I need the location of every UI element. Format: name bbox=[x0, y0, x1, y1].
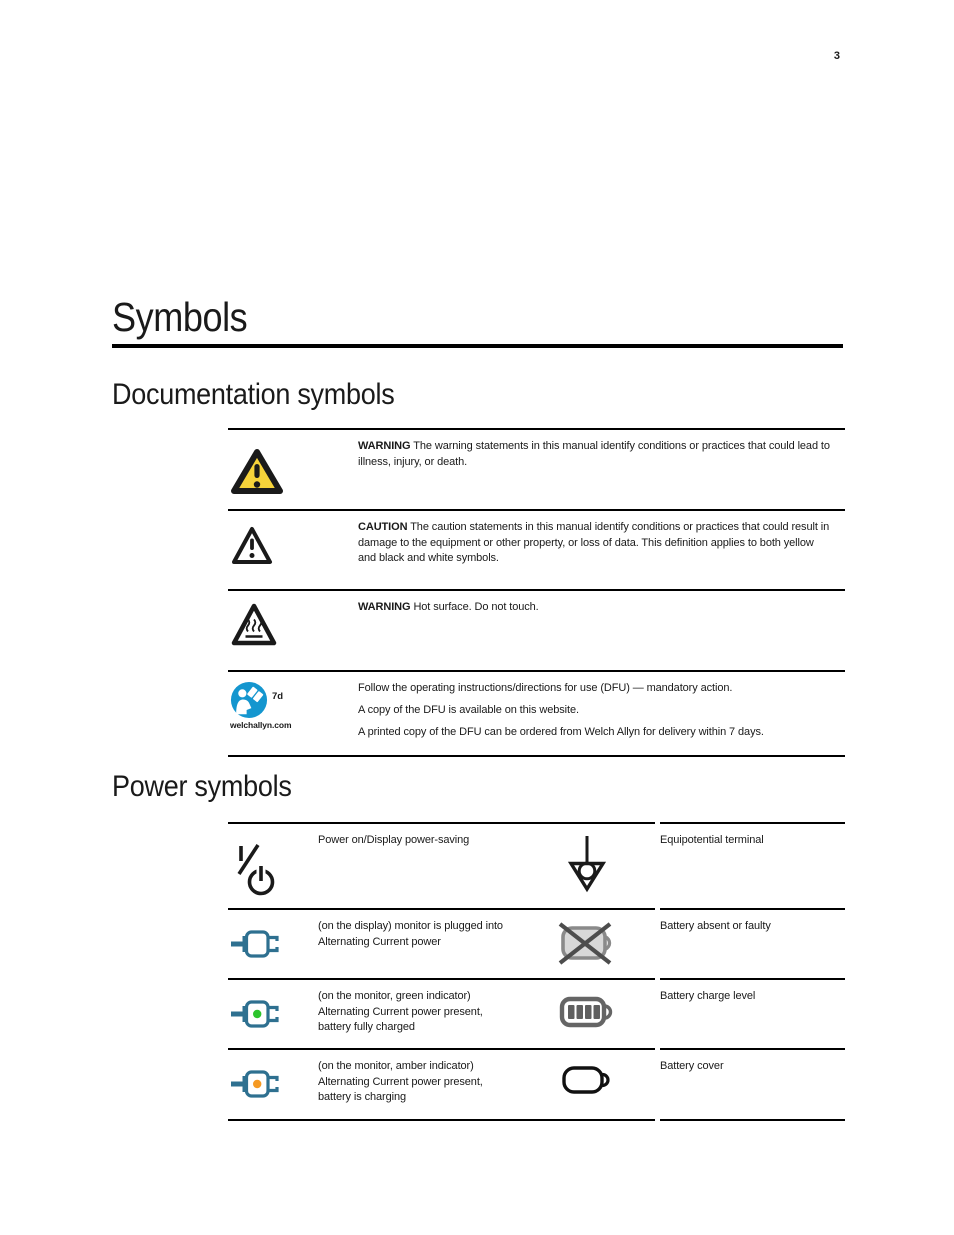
icon-cell bbox=[228, 824, 318, 908]
battery-absent-icon bbox=[555, 919, 619, 967]
symbol-description: (on the display) monitor is plugged into Alternating Current power bbox=[318, 920, 503, 948]
ac-plug-icon bbox=[230, 925, 284, 963]
symbol-description: (on the monitor, amber indicator) Alternating Current power present, battery is charging bbox=[318, 1060, 483, 1103]
dfu-badge: 7d bbox=[272, 691, 284, 702]
icon-cell bbox=[228, 980, 318, 1048]
symbol-description: Battery absent or faulty bbox=[660, 908, 845, 978]
icon-cell bbox=[228, 511, 358, 589]
row-left-group bbox=[228, 822, 655, 908]
icon-cell bbox=[228, 672, 358, 755]
caution-label: CAUTION bbox=[358, 521, 408, 533]
warning-label: WARNING bbox=[358, 440, 411, 452]
table-row bbox=[228, 908, 845, 978]
follow-dfu-icon bbox=[230, 681, 268, 719]
power-on-icon bbox=[230, 840, 282, 898]
page-number: 3 bbox=[833, 50, 840, 62]
battery-cover-icon bbox=[561, 1062, 613, 1098]
symbol-description: Power on/Display power-saving bbox=[318, 834, 470, 846]
equipotential-terminal-icon bbox=[565, 834, 609, 896]
ac-plug-green-indicator-icon bbox=[230, 995, 284, 1033]
dfu-line: Follow the operating instructions/directions for use (DFU) — mandatory action. bbox=[358, 682, 733, 694]
table-row bbox=[228, 822, 845, 908]
row-left-group bbox=[228, 978, 655, 1048]
caution-triangle-icon bbox=[230, 525, 274, 567]
icon-cell bbox=[228, 910, 318, 978]
table-row bbox=[228, 1048, 845, 1121]
title-rule bbox=[112, 344, 843, 348]
table-row bbox=[228, 589, 845, 670]
page-title: Symbols bbox=[112, 294, 248, 340]
dfu-caption: welchallyn.com bbox=[230, 720, 292, 730]
symbol-description bbox=[358, 672, 832, 755]
warning-triangle-yellow-icon bbox=[230, 447, 284, 495]
table-row bbox=[228, 509, 845, 589]
row-left-group bbox=[228, 908, 655, 978]
documentation-symbols-heading: Documentation symbols bbox=[112, 378, 395, 411]
symbol-description: (on the monitor, green indicator) Alternating Current power present, battery fully charged bbox=[318, 990, 483, 1033]
icon-cell bbox=[228, 1050, 318, 1119]
symbol-description bbox=[358, 430, 832, 509]
green-indicator-dot bbox=[253, 1010, 261, 1018]
warning-text: The warning statements in this manual identify conditions or practices that could lead to illness, injury, or death. bbox=[358, 440, 830, 468]
icon-cell bbox=[518, 980, 655, 1048]
ac-plug-amber-indicator-icon bbox=[230, 1065, 284, 1103]
dfu-icon-group bbox=[230, 672, 358, 719]
row-left-group bbox=[228, 1048, 655, 1121]
icon-cell bbox=[228, 591, 358, 670]
symbol-description bbox=[358, 511, 832, 589]
power-symbols-table bbox=[228, 822, 845, 1121]
table-row bbox=[228, 670, 845, 755]
dfu-line: A printed copy of the DFU can be ordered from Welch Allyn for delivery within 7 days. bbox=[358, 726, 764, 738]
documentation-symbols-table bbox=[228, 428, 845, 757]
icon-cell bbox=[518, 824, 655, 908]
table-row bbox=[228, 428, 845, 509]
caution-text: The caution statements in this manual identify conditions or practices that could result in damage to the equipment or other property, or loss of data. This definition applies to both yellow and black and white symbols. bbox=[358, 521, 830, 564]
symbol-description: Equipotential terminal bbox=[660, 822, 845, 908]
symbol-description: Battery charge level bbox=[660, 978, 845, 1048]
icon-cell bbox=[228, 430, 358, 509]
hot-surface-icon bbox=[230, 602, 278, 648]
symbol-description: Battery cover bbox=[660, 1048, 845, 1121]
table-row bbox=[228, 978, 845, 1048]
power-symbols-heading: Power symbols bbox=[112, 770, 292, 803]
warning-label: WARNING bbox=[358, 601, 411, 613]
amber-indicator-dot bbox=[253, 1080, 261, 1088]
icon-cell bbox=[518, 910, 655, 978]
battery-charge-level-icon bbox=[558, 992, 616, 1032]
icon-cell bbox=[518, 1050, 655, 1119]
warning-text: Hot surface. Do not touch. bbox=[413, 601, 539, 613]
dfu-line: A copy of the DFU is available on this website. bbox=[358, 704, 579, 716]
symbol-description bbox=[358, 591, 832, 670]
